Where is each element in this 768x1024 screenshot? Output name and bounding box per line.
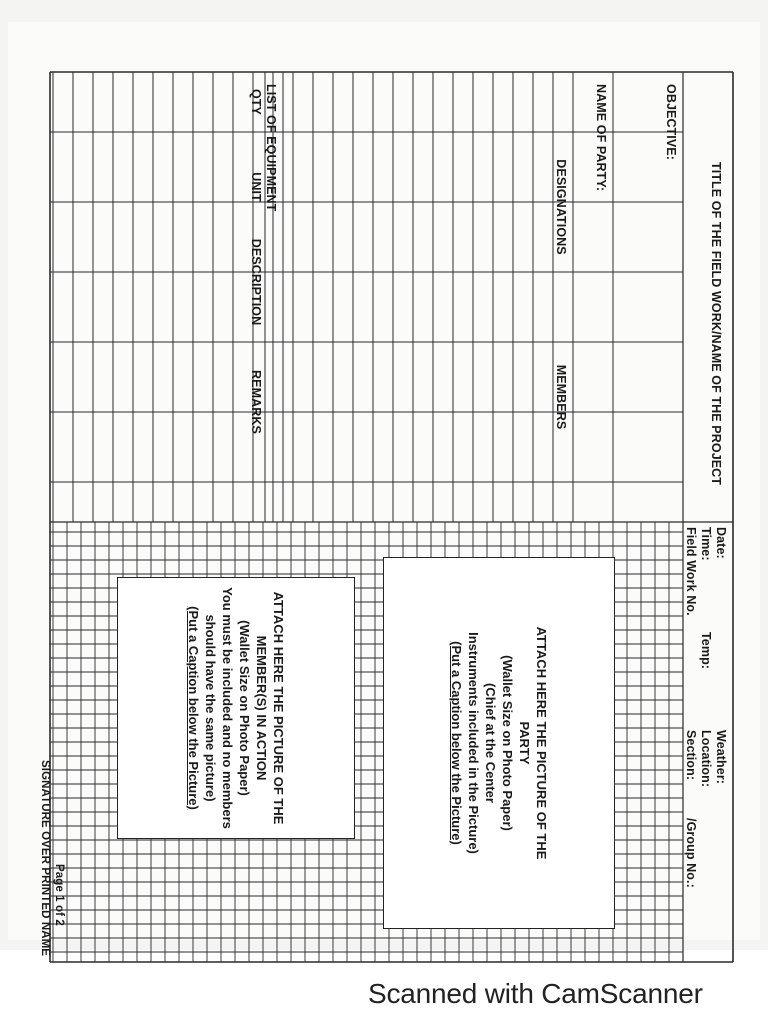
- action-photo-box: [117, 577, 355, 839]
- date-label: Date:: [714, 527, 728, 559]
- action-photo-line-4: You must be included and no members: [220, 587, 235, 829]
- party-photo-box: [383, 557, 615, 929]
- remarks-header: REMARKS: [249, 370, 263, 434]
- field-report-form: [33, 72, 733, 972]
- weather-label: Weather:: [714, 730, 728, 785]
- temp-label: Temp:: [699, 632, 713, 670]
- party-photo-line-5: Instruments included in the Picture): [466, 632, 481, 854]
- party-photo-line-4: (Chief at the Center: [483, 683, 498, 803]
- designations-header: DESIGNATIONS: [554, 159, 568, 255]
- paper-sheet: [8, 22, 760, 957]
- party-photo-line-2: PARTY: [517, 721, 532, 765]
- action-photo-caption-note: (Put a Caption below the Picture): [186, 606, 201, 810]
- group-no-label: /Group No.:: [684, 818, 698, 888]
- party-photo-caption-note: (Put a Caption below the Picture): [449, 641, 464, 845]
- section-label: Section:: [684, 730, 698, 781]
- action-photo-line-5: should have the same picture): [203, 614, 218, 802]
- unit-header: UNIT: [249, 172, 263, 202]
- qty-header: QTY: [249, 89, 263, 115]
- party-photo-line-3: (Wallet Size on Photo Paper): [500, 655, 515, 831]
- time-label: Time:: [699, 527, 713, 561]
- action-photo-line-3: (Wallet Size on Photo Paper): [237, 620, 252, 796]
- action-photo-line-2: MEMBER(S) IN ACTION: [254, 635, 269, 781]
- page-number: Page 1 of 2: [53, 864, 65, 926]
- members-header: MEMBERS: [554, 364, 568, 430]
- field-work-no-label: Field Work No.: [684, 527, 698, 616]
- list-of-equipment-label: LIST OF EQUIPMENT: [264, 84, 278, 212]
- action-photo-line-1: ATTACH HERE THE PICTURE OF THE: [271, 591, 286, 825]
- location-label: Location:: [699, 730, 713, 788]
- description-header: DESCRIPTION: [249, 238, 263, 326]
- objective-label: OBJECTIVE:: [664, 84, 678, 161]
- form-title: TITLE OF THE FIELD WORK/NAME OF THE PROJECT: [709, 162, 723, 486]
- party-photo-line-1: ATTACH HERE THE PICTURE OF THE: [534, 626, 549, 860]
- signature-line-label: SIGNATURE OVER PRINTED NAME: [39, 760, 51, 957]
- camscanner-watermark: Scanned with CamScanner: [368, 978, 703, 1009]
- name-of-party-label: NAME OF PARTY:: [594, 84, 608, 192]
